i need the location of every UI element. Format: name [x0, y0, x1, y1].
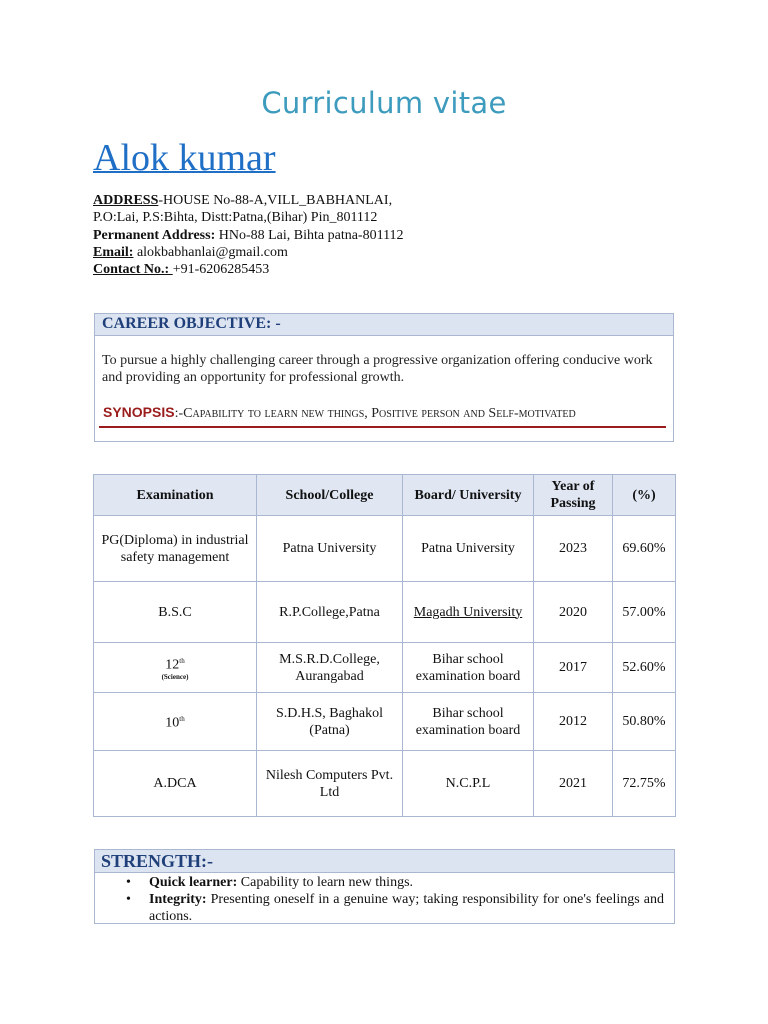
cell-exam: [94, 643, 257, 693]
strength-label: Integrity:: [149, 892, 207, 907]
document-title: Curriculum vitae: [261, 86, 507, 120]
permanent-address-value: HNo-88 Lai, Bihta patna-801112: [215, 227, 404, 243]
contact-number: [93, 261, 693, 278]
address-value-1: HOUSE No-88-A,VILL_BABHANLAI,: [163, 193, 393, 208]
cell-exam: A.DCA: [94, 751, 257, 817]
cell-exam: PG(Diploma) in industrial safety management: [94, 516, 257, 582]
email: [93, 244, 693, 261]
strength-list: [95, 874, 674, 925]
cell-school: Patna University: [257, 516, 403, 582]
cell-year: 2012: [534, 693, 613, 751]
exam-note: (Science): [161, 673, 189, 682]
exam-text: 10: [165, 715, 180, 731]
strength-header: [95, 850, 674, 873]
cell-school: R.P.College,Patna: [257, 582, 403, 643]
cell-percent: 50.80%: [613, 693, 676, 751]
cell-year: 2020: [534, 582, 613, 643]
list-item: [95, 874, 674, 891]
strength-section: [94, 849, 675, 924]
cell-percent: 57.00%: [613, 582, 676, 643]
synopsis-text: :-Capability to learn new things, Positive person and Self-motivated: [174, 406, 576, 421]
email-label: Email:: [93, 244, 134, 260]
board-link-text: Magadh University: [413, 604, 523, 620]
cell-school: Nilesh Computers Pvt. Ltd: [257, 751, 403, 817]
cell-board: Bihar school examination board: [403, 643, 534, 693]
table-row: [94, 751, 676, 817]
address-line-2: P.O:Lai, P.S:Bihta, Distt:Patna,(Bihar) Pin_801112: [93, 210, 378, 226]
list-item: [95, 891, 674, 925]
exam-text: 12: [165, 657, 180, 673]
strength-heading: STRENGTH:-: [101, 851, 214, 871]
table-row: [94, 693, 676, 751]
contact-info: [93, 192, 693, 278]
header-board: Board/ University: [403, 475, 534, 516]
synopsis: [103, 404, 576, 422]
cell-exam: B.S.C: [94, 582, 257, 643]
permanent-address-label: Permanent Address:: [93, 227, 216, 243]
contact-value: +91-6206285453: [172, 262, 270, 278]
exam-superscript: th: [179, 715, 185, 724]
address-sep: -: [158, 193, 164, 208]
cell-board: N.C.P.L: [403, 751, 534, 817]
header-school: School/College: [257, 475, 403, 516]
strength-label: Quick learner:: [149, 875, 238, 890]
bullet-icon: •: [126, 892, 131, 907]
table-row: [94, 582, 676, 643]
cell-year: 2023: [534, 516, 613, 582]
permanent-address: [93, 227, 693, 244]
contact-label: Contact No.: [93, 262, 165, 278]
cell-school: S.D.H.S, Baghakol (Patna): [257, 693, 403, 751]
cell-year: 2017: [534, 643, 613, 693]
address-label: ADDRESS: [93, 193, 159, 208]
education-table: [93, 474, 676, 817]
exam-superscript: th: [179, 656, 185, 665]
cell-exam: [94, 693, 257, 751]
header-examination: Examination: [94, 475, 257, 516]
cell-board: [403, 582, 534, 643]
synopsis-rule: [99, 426, 666, 428]
career-objective-section: [94, 313, 674, 442]
cell-board: Bihar school examination board: [403, 693, 534, 751]
cell-board: Patna University: [403, 516, 534, 582]
table-row: [94, 643, 676, 693]
cell-school: M.S.R.D.College, Aurangabad: [257, 643, 403, 693]
synopsis-label: SYNOPSIS: [103, 404, 175, 420]
candidate-name: [93, 136, 276, 180]
cell-percent: 52.60%: [613, 643, 676, 693]
header-percent: (%): [613, 475, 676, 516]
career-objective-text: To pursue a highly challenging career through a progressive organization offering conducive work and providing an opportunity for professional growth.: [102, 353, 653, 385]
cell-year: 2021: [534, 751, 613, 817]
table-header-row: [94, 475, 676, 516]
table-row: [94, 516, 676, 582]
bullet-icon: •: [126, 875, 131, 890]
candidate-name-text: Alok kumar: [93, 137, 276, 179]
career-objective-header: [95, 314, 673, 336]
email-value: alokbabhanlai@gmail.com: [133, 244, 288, 260]
header-year: Year of Passing: [534, 475, 613, 516]
address-line-1: [93, 192, 693, 209]
cell-percent: 69.60%: [613, 516, 676, 582]
strength-text: Presenting oneself in a genuine way; taking responsibility for one's feelings and actions.: [149, 892, 664, 924]
career-objective-heading: CAREER OBJECTIVE: -: [102, 315, 281, 332]
strength-text: Capability to learn new things.: [237, 875, 414, 890]
contact-sep: :: [164, 262, 173, 278]
cell-percent: 72.75%: [613, 751, 676, 817]
